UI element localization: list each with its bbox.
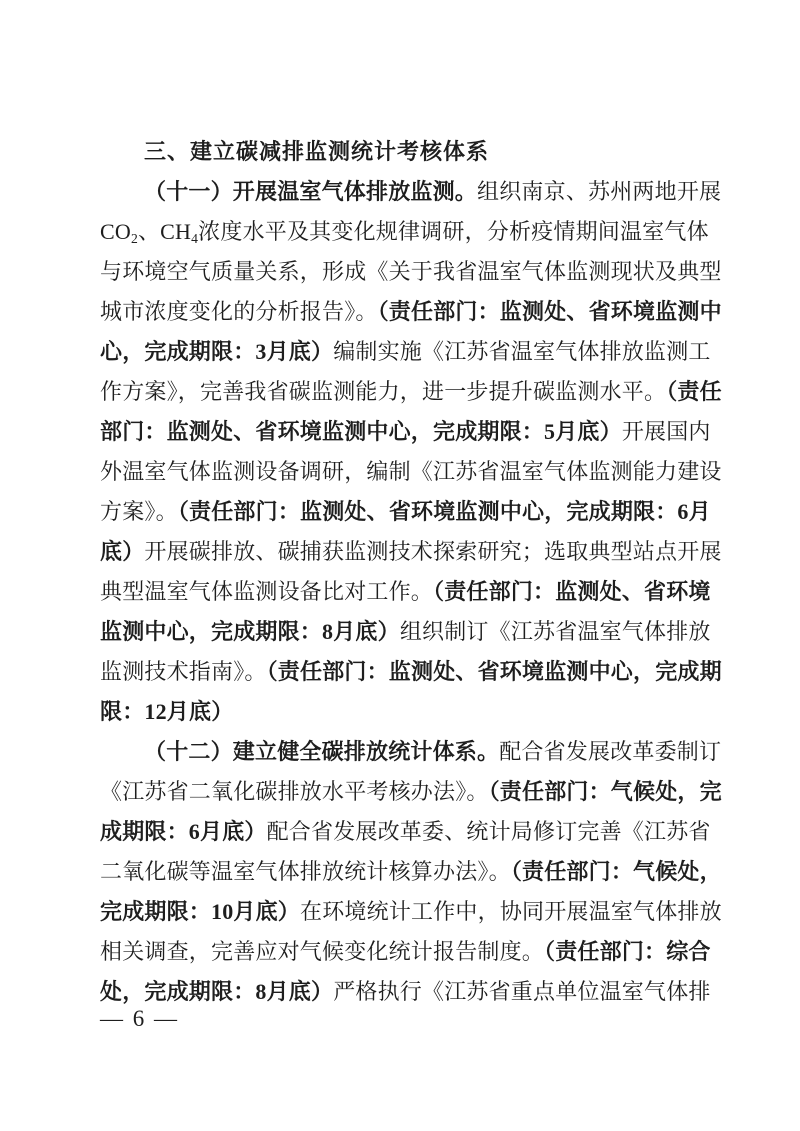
text-line <box>100 612 712 652</box>
text-line <box>100 772 722 812</box>
text-segment: 城市浓度变化的分析报告》。 <box>100 299 378 324</box>
text-segment: 监测中心，完成期限：8月底） <box>100 619 400 644</box>
text-line <box>100 692 712 732</box>
text-line <box>100 172 722 212</box>
text-segment: 心，完成期限：3月底） <box>100 339 334 364</box>
text-line <box>100 892 722 932</box>
text-segment: 与环境空气质量关系，形成《关于我省温室气体监测现状及典型 <box>100 259 722 284</box>
text-segment: 开展碳排放、碳捕获监测技术探索研究；选取典型站点开展 <box>144 539 722 564</box>
text-segment: 二氧化碳等温室气体排放统计核算办法》。 <box>100 859 511 884</box>
text-segment: 典型温室气体监测设备比对工作。 <box>100 579 434 604</box>
text-segment: 成期限：6月底） <box>100 819 267 844</box>
text-segment: 外温室气体监测设备调研，编制《江苏省温室气体监测能力建设 <box>100 459 722 484</box>
text-segment: CO <box>100 219 131 244</box>
text-segment: 作方案》，完善我省碳监测能力，进一步提升碳监测水平。 <box>100 379 667 404</box>
text-line <box>100 652 722 692</box>
text-line <box>100 292 722 332</box>
text-line <box>100 732 722 772</box>
text-segment: （责任部门：气候处， <box>510 859 722 884</box>
text-segment: （责任 <box>666 379 722 404</box>
text-segment: 在环境统计工作中，协同开展温室气体排放 <box>300 899 722 924</box>
text-segment: 方案》。 <box>100 499 178 524</box>
text-segment: 底） <box>100 539 145 564</box>
text-line <box>100 452 722 492</box>
text-line <box>100 532 722 572</box>
text-segment: （十二）建立健全碳排放统计体系。 <box>144 739 500 764</box>
text-line <box>100 372 722 412</box>
text-segment: 监测技术指南》。 <box>100 659 267 684</box>
page-number: — 6 — <box>100 1006 179 1031</box>
text-segment: （十一）开展温室气体排放监测。 <box>144 179 478 204</box>
text-segment: （责任部门：监测处、省环境监测中心，完成期限：6月 <box>177 499 711 524</box>
text-line <box>100 412 712 452</box>
text-segment: （责任部门：监测处、省环境监测中心，完成期 <box>266 659 722 684</box>
text-segment: 浓度水平及其变化规律调研，分析疫情期间温室气体 <box>198 219 709 244</box>
text-segment: 限：12月底） <box>100 699 234 724</box>
text-line <box>100 252 722 292</box>
text-segment: 三、建立碳减排监测统计考核体系 <box>144 139 490 164</box>
text-segment: 组织南京、苏州两地开展 <box>477 179 722 204</box>
text-line <box>100 972 712 1012</box>
text-line <box>100 932 712 972</box>
text-segment: （责任部门：监测处、省环境监测中 <box>377 299 722 324</box>
text-segment: 相关调查，完善应对气候变化统计报告制度。 <box>100 939 545 964</box>
text-segment: 处，完成期限：8月底） <box>100 979 334 1004</box>
text-segment: 部门：监测处、省环境监测中心，完成期限：5月底） <box>100 419 622 444</box>
text-line <box>100 212 712 252</box>
text-segment: （责任部门：气候处，完 <box>488 779 722 804</box>
document-body <box>100 132 722 1012</box>
text-segment: （责任部门：综合 <box>544 939 711 964</box>
text-line <box>100 572 712 612</box>
text-line <box>100 852 722 892</box>
text-segment: 4 <box>191 230 199 246</box>
section-heading <box>100 132 712 172</box>
text-line <box>100 492 712 532</box>
text-segment: 开展国内 <box>621 419 711 444</box>
text-line <box>100 812 712 852</box>
text-segment: 编制实施《江苏省温室气体排放监测工 <box>333 339 711 364</box>
text-segment: 、CH <box>137 219 192 244</box>
text-segment: 严格执行《江苏省重点单位温室气体排 <box>333 979 711 1004</box>
text-segment: 配合省发展改革委、统计局修订完善《江苏省 <box>266 819 711 844</box>
text-segment: 《江苏省二氧化碳排放水平考核办法》。 <box>100 779 489 804</box>
text-segment: 完成期限：10月底） <box>100 899 301 924</box>
text-segment: 组织制订《江苏省温室气体排放 <box>399 619 711 644</box>
text-segment: （责任部门：监测处、省环境 <box>433 579 711 604</box>
text-segment: 配合省发展改革委制订 <box>499 739 722 764</box>
text-line <box>100 332 712 372</box>
text-segment: 2 <box>130 230 138 246</box>
